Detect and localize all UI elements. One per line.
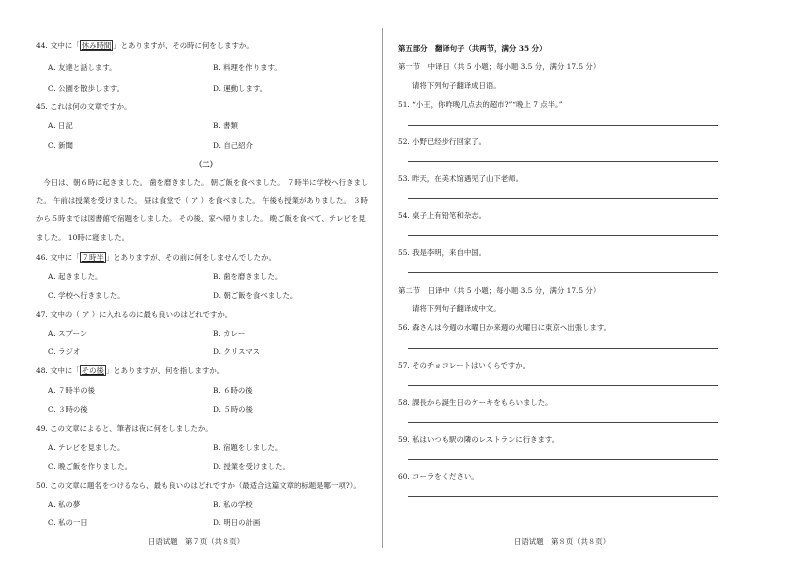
answer-line xyxy=(408,496,718,497)
translation-item: 57. そのチョコレートはいくらですか。 xyxy=(398,361,531,370)
option: D. ５時の後 xyxy=(213,405,253,414)
q50-stem: 50. この文章に題名をつけるなら、最も良いのはどれですか（最适合这篇文章的标题是哪一项?）。 xyxy=(36,481,361,490)
section-title: （二） xyxy=(194,160,218,169)
translation-item: 51. “小王，你昨晚几点去的超市?”“晚上 7 点半。” xyxy=(398,100,563,109)
option: A. ７時半の後 xyxy=(48,386,95,395)
answer-line xyxy=(408,422,718,423)
translation-item: 52. 小野已经步行回家了。 xyxy=(398,137,487,146)
translation-item: 58. 課長から誕生日のケーキをもらいました。 xyxy=(398,398,553,407)
passage-line: 今日は、朝６時に起きました。 歯を磨きました。 朝ご飯を食べました。 ７時半に学校へ行きまし xyxy=(36,178,369,187)
option: A. 起きました。 xyxy=(48,272,103,281)
option: A. 日記 xyxy=(48,121,73,130)
option: C. ラジオ xyxy=(48,347,81,356)
option: D. 運動します。 xyxy=(213,84,268,93)
answer-line xyxy=(408,385,718,386)
answer-line xyxy=(408,198,718,199)
section2-title: 第二节 日译中（共 5 小题；每小题 3.5 分，满分 17.5 分） xyxy=(398,286,601,295)
answer-line xyxy=(408,161,718,162)
answer-line xyxy=(408,459,718,460)
option: C. 晩ご飯を作りました。 xyxy=(48,462,132,471)
option: C. 公園を散歩します。 xyxy=(48,84,125,93)
option: D. 自己紹介 xyxy=(213,141,253,150)
section2-instruction: 请将下列句子翻译成中文。 xyxy=(412,304,501,313)
option: D. 授業を受けました。 xyxy=(213,462,290,471)
q46-stem: 46. 文中に「 ７時半 」とありますが、その前に何をしませんでしたか。 xyxy=(36,253,276,262)
option: B. 歯を磨きました。 xyxy=(213,272,283,281)
right-page xyxy=(398,0,728,579)
option: D. 明日の計画 xyxy=(213,518,261,527)
option: A. テレビを見ました。 xyxy=(48,443,125,452)
q44-stem: 44. 文中に「 休み時間 」とありますが、その時に何をしますか。 xyxy=(36,41,254,50)
option: B. カレー xyxy=(213,329,246,338)
translation-item: 60. コーラをください。 xyxy=(398,472,479,481)
q47-stem: 47. 文中の（ ア ）に入れるのに最も良いのはどれですか。 xyxy=(36,310,233,319)
passage-line: から５時までは図書館で宿題をしました。 その後、家へ帰りました。 晩ご飯を食べて、テレビを見 xyxy=(36,214,366,223)
q48-stem: 48. 文中に「 その後 」とありますが、何を指しますか。 xyxy=(36,366,225,375)
option: C. 新聞 xyxy=(48,141,73,150)
option: B. 私の学校 xyxy=(213,500,253,509)
translation-item: 54. 桌子上有铅笔和杂志。 xyxy=(398,211,487,220)
answer-line xyxy=(408,125,718,126)
option: D. 朝ご飯を食べました。 xyxy=(213,291,298,300)
translation-item: 56. 森さんは今週の水曜日か来週の火曜日に東京へ出張します。 xyxy=(398,323,612,332)
part-title: 第五部分 翻译句子（共两节，满分 35 分） xyxy=(398,44,547,53)
option: A. スプーン xyxy=(48,329,88,338)
section1-title: 第一节 中译日（共 5 小题；每小题 3.5 分，满分 17.5 分） xyxy=(398,62,601,71)
option: B. 料理を作ります。 xyxy=(213,63,282,72)
option: B. 宿題をしました。 xyxy=(213,443,283,452)
answer-line xyxy=(408,272,718,273)
option: A. 私の夢 xyxy=(48,500,81,509)
passage-line: た。 午前は授業を受けました。 昼は食堂で（ ア ）を食べました。 午後も授業がありました。 ３時 xyxy=(36,196,368,205)
option: C. 学校へ行きました。 xyxy=(48,291,125,300)
section1-instruction: 请将下列句子翻译成日语。 xyxy=(412,81,501,90)
answer-line xyxy=(408,348,718,349)
translation-item: 55. 我是李明，来自中国。 xyxy=(398,248,487,257)
option: D. クリスマス xyxy=(213,347,261,356)
page-divider xyxy=(382,28,383,548)
page-footer: 日语试题 第８页（共８页） xyxy=(514,537,611,546)
option: A. 友達と話します。 xyxy=(48,63,117,72)
option: C. ３時の後 xyxy=(48,405,88,414)
translation-item: 59. 私はいつも駅の隣のレストランに行きます。 xyxy=(398,435,560,444)
passage-line: ました。 10時に寝ました。 xyxy=(36,233,130,242)
q49-stem: 49. この文章によると、筆者は夜に何をしましたか。 xyxy=(36,424,213,433)
translation-item: 53. 昨天，在美术馆遇见了山下老师。 xyxy=(398,174,523,183)
answer-line xyxy=(408,235,718,236)
left-page xyxy=(36,0,376,579)
option: B. ６時の後 xyxy=(213,386,253,395)
q45-stem: 45. これは何の文章ですか。 xyxy=(36,102,132,111)
page-footer: 日语试题 第７页（共８页） xyxy=(148,537,245,546)
option: B. 書類 xyxy=(213,121,238,130)
option: C. 私の一日 xyxy=(48,518,88,527)
